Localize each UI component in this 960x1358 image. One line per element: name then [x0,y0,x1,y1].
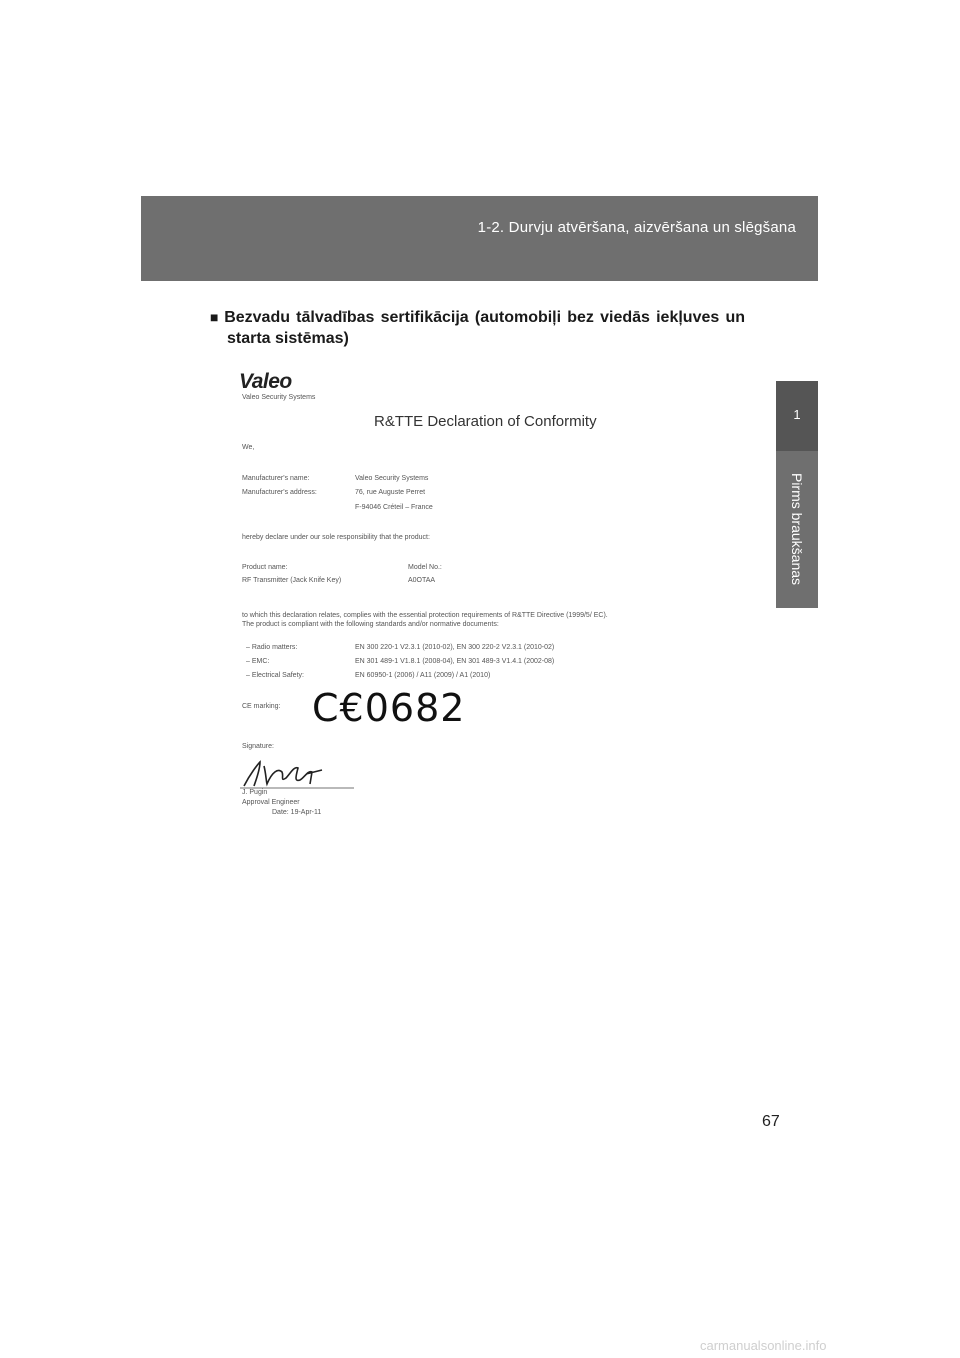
signer-title: Approval Engineer [242,799,300,806]
compliance-line-1: to which this declaration relates, complies with the essential protection requirements of R&TTE Directive (1999/5/ EC). [242,612,608,619]
emc-value: EN 301 489-1 V1.8.1 (2008-04), EN 301 489-3 V1.4.1 (2002-08) [355,658,555,665]
safety-label: – Electrical Safety: [246,672,304,679]
chapter-label: Pirms braukšanas [789,472,805,586]
we-label: We, [242,444,255,451]
logo-subtitle: Valeo Security Systems [242,394,316,401]
bullet-square-icon: ■ [210,309,221,325]
manufacturer-address-1: 76, rue Auguste Perret [355,489,426,496]
signature-label: Signature: [242,743,274,750]
ce-marking-label: CE marking: [242,703,281,710]
declaration-text: hereby declare under our sole responsibility that the product: [242,534,430,541]
site-watermark: carmanualsonline.info [700,1338,827,1353]
chapter-tab-label [776,451,818,608]
chapter-tab-number [776,381,818,451]
safety-value: EN 60950-1 (2006) / A11 (2009) / A1 (2010) [355,672,491,679]
handwritten-signature [236,756,356,792]
manufacturer-address-2: F-94046 Créteil – France [355,504,433,511]
manufacturer-name-label: Manufacturer's name: [242,475,310,482]
valeo-logo: Valeo [239,370,292,393]
certificate-image [222,358,732,828]
product-name: RF Transmitter (Jack Knife Key) [242,577,342,584]
declaration-title: R&TTE Declaration of Conformity [374,413,597,430]
section-title: 1-2. Durvju atvēršana, aizvēršana un slēgšana [477,219,796,236]
manufacturer-name: Valeo Security Systems [355,475,429,482]
compliance-line-2: The product is compliant with the following standards and/or normative documents: [242,621,499,628]
manufacturer-address-label: Manufacturer's address: [242,489,317,496]
section-heading [210,307,745,349]
emc-label: – EMC: [246,658,270,665]
radio-value: EN 300 220-1 V2.3.1 (2010-02), EN 300 220-2 V2.3.1 (2010-02) [355,644,555,651]
page-number: 67 [762,1113,780,1130]
product-name-label: Product name: [242,564,288,571]
radio-label: – Radio matters: [246,644,298,651]
chapter-number: 1 [793,407,801,422]
heading-line-2: starta sistēmas) [227,330,349,347]
signature-date: Date: 19-Apr-11 [272,809,322,816]
heading-line-1: Bezvadu tālvadības sertifikācija (automobiļi bez viedās iekļuves un [224,309,745,326]
model-label: Model No.: [408,564,442,571]
header-band [141,196,818,281]
signer-name: J. Pugin [242,789,268,796]
model-number: A0OTAA [408,577,436,584]
ce-mark: C€0682 [312,686,466,730]
